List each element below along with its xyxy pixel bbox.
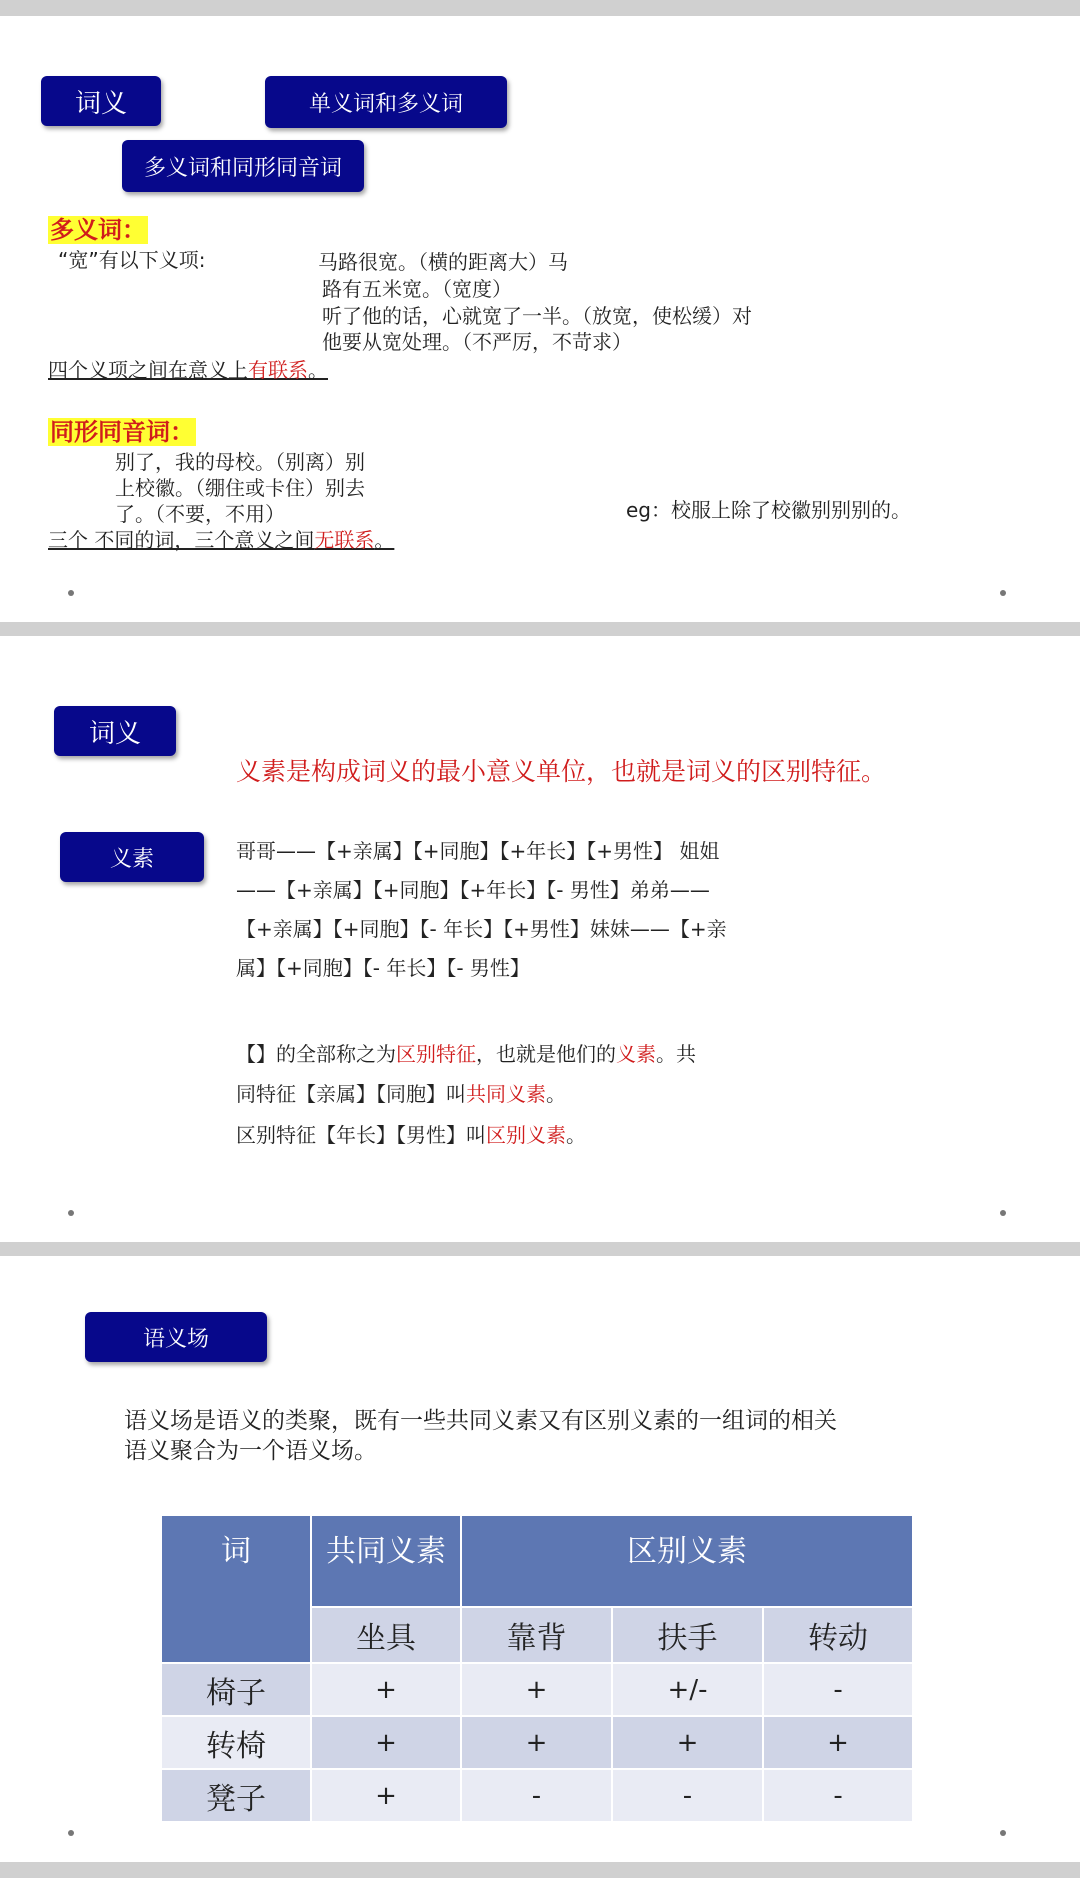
kuan-intro: “宽”有以下义项: [58,248,206,272]
bie-line-2: 上校徽。（绷住或卡住）别去 [115,476,365,500]
header-gongtong [311,1515,461,1607]
table-cell: + [311,1769,461,1822]
yuyichang-button[interactable]: 语义场 [85,1312,267,1362]
slide-polysemy [0,16,1080,622]
duoyi-heading [48,210,148,245]
slide-corner-dot [68,1830,74,1836]
table-cell: + [461,1663,612,1716]
table-row [161,1716,913,1769]
summary1-c: 。共 [656,1042,696,1066]
subheader-zhuandong: 转动 [763,1607,913,1663]
duoyi-heading-text: 多义词： [50,216,146,244]
table-cell: + [461,1716,612,1769]
slide-separator-top [0,0,1080,16]
yisu-definition: 义素是构成词义的最小意义单位，也就是词义的区别特征。 [236,757,887,786]
slide-semantic-field [0,1256,1080,1862]
slide-yisu [0,636,1080,1242]
kuan-line-4: 他要从宽处理。（不严厉，不苛求） [322,330,632,354]
semantic-field-desc-line-2: 语义聚合为一个语义场。 [124,1438,377,1464]
ciyi-button[interactable]: 词义 [41,76,161,126]
table-row [161,1663,913,1716]
ciyi-button[interactable]: 词义 [54,706,176,756]
yisu-button[interactable]: 义素 [60,832,204,882]
yisu-summary-line-3 [236,1116,586,1155]
kuan-line-1: 马路很宽。（横的距离大）马 [318,250,568,274]
norelation-red: 无联系 [314,528,375,552]
table-cell: - [612,1769,763,1822]
kuan-line-3: 听了他的话，心就宽了一半。（放宽，使松缓）对 [322,304,752,328]
slide-separator-2 [0,1242,1080,1256]
summary1-b: ，也就是他们的 [476,1042,616,1066]
table-cell: + [612,1716,763,1769]
yisu-example-line-3: 【+亲属】【+同胞】【- 年长】【+男性】妹妹——【+亲 [236,917,727,941]
eg-sentence: eg：校服上除了校徽别别别的。 [626,498,911,522]
summary2-b: 。 [546,1082,566,1106]
summary2-a: 同特征【亲属】【同胞】叫 [236,1082,466,1106]
yisu-summary-line-1 [236,1035,696,1074]
semantic-field-desc-line-1: 语义场是语义的类聚，既有一些共同义素又有区别义素的一组词的相关 [124,1408,837,1434]
norelation-suffix: 。 [374,528,395,552]
summary1-red2: 义素 [616,1042,656,1066]
tongxing-heading [48,412,196,447]
kuan-line-2: 路有五米宽。（宽度） [322,277,512,301]
table-cell: - [763,1663,913,1716]
yisu-example-line-1: 哥哥——【+亲属】【+同胞】【+年长】【+男性】 姐姐 [236,839,720,863]
summary2-red: 共同义素 [466,1082,546,1106]
yisu-example-line-2: ——【+亲属】【+同胞】【+年长】【- 男性】弟弟—— [236,878,710,902]
duoyi-tongxing-button[interactable]: 多义词和同形同音词 [122,140,364,192]
summary1-red1: 区别特征 [396,1042,476,1066]
slide-separator-1 [0,622,1080,636]
summary3-a: 区别特征【年长】【男性】叫 [236,1123,486,1147]
table-cell: +/- [612,1663,763,1716]
summary3-red: 区别义素 [486,1123,566,1147]
header-ci [161,1515,311,1663]
slide-separator-bottom [0,1862,1080,1878]
table-cell: + [763,1716,913,1769]
table-cell: + [311,1716,461,1769]
table-cell: - [763,1769,913,1822]
table-cell: + [311,1663,461,1716]
row-name-dengzi: 凳子 [161,1769,311,1822]
norelation-prefix: 三个 不同的词，三个意义之间 [48,528,315,552]
relation-prefix: 四个义项之间在意义上 [48,358,248,382]
slide-corner-dot [1000,1830,1006,1836]
table-cell: - [461,1769,612,1822]
slide-corner-dot [1000,1210,1006,1216]
slide-corner-dot [68,1210,74,1216]
subheader-kaobei: 靠背 [461,1607,612,1663]
subheader-fushou: 扶手 [612,1607,763,1663]
yisu-summary-line-2 [236,1075,566,1114]
tongxing-heading-text: 同形同音词： [50,418,194,446]
header-gongtong-text: 共同义素 [326,1534,446,1569]
semantic-field-table [160,1514,914,1823]
header-qubie-text: 区别义素 [627,1534,748,1569]
relation-red: 有联系 [248,358,308,382]
norelation-sentence [48,526,394,554]
danyi-duoyi-button[interactable]: 单义词和多义词 [265,76,507,128]
relation-suffix: 。 [308,358,328,382]
subheader-zuoju: 坐具 [311,1607,461,1663]
summary1-a: 【】的全部称之为 [236,1042,396,1066]
row-name-zhuanyi: 转椅 [161,1716,311,1769]
summary3-b: 。 [566,1123,586,1147]
slide-corner-dot [1000,590,1006,596]
bie-line-3: 了。（不要，不用） [115,502,285,526]
slide-corner-dot [68,590,74,596]
bie-line-1: 别了，我的母校。（别离）别 [115,450,365,474]
header-ci-text: 词 [221,1534,251,1569]
yisu-example-line-4: 属】【+同胞】【- 年长】【- 男性】 [236,956,530,980]
header-qubie [461,1515,913,1607]
relation-sentence [48,356,328,384]
row-name-yizi: 椅子 [161,1663,311,1716]
table-row [161,1769,913,1822]
